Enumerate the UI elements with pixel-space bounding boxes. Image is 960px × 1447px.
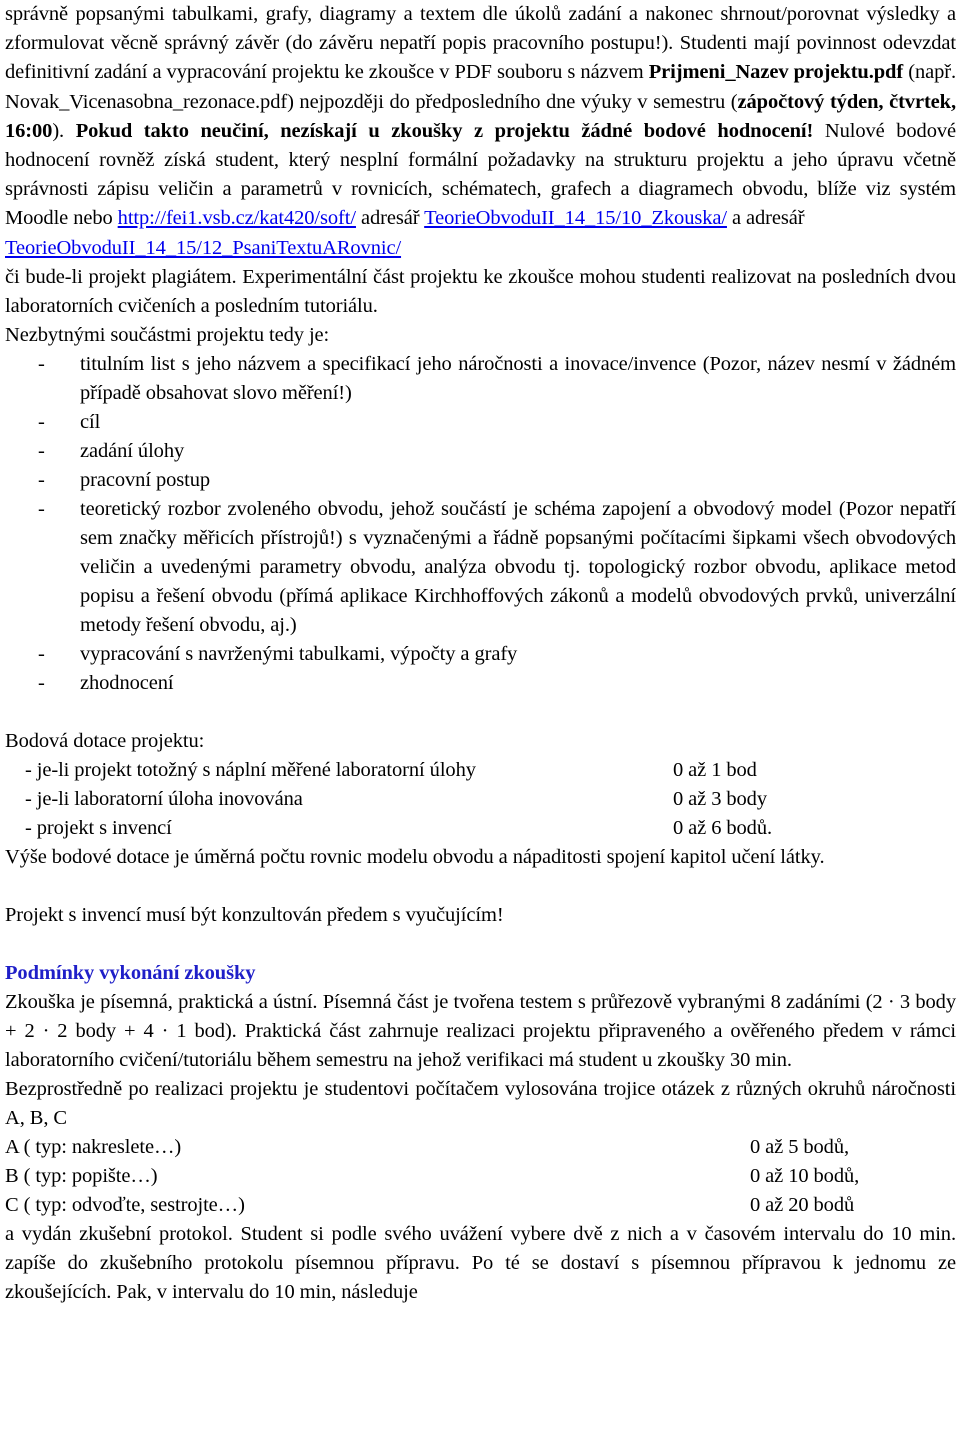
list-item bbox=[5, 466, 956, 495]
list-item bbox=[5, 437, 956, 466]
moodle-link[interactable]: http://fei1.vsb.cz/kat420/soft/ bbox=[117, 207, 356, 230]
list-item bbox=[5, 350, 956, 408]
list-item-text: teoretický rozbor zvoleného obvodu, jehož součástí je schéma zapojení a obvodový model (Pozor nepatří sem značky měřicích přístrojů!) s vyznačenými a řádně popsanými počítacími šipkami všech obvodových veličin a uvedenými parametry obvodu, analýza obvodu tj. topologický rozbor obvodu, aplikace metod popisu a řešení obvodu (přímá aplikace Kirchhoffových zákonů a modelů obvodových prvků, univerzální metody řešení obvodu, aj.) bbox=[80, 498, 956, 637]
list-item bbox=[5, 408, 956, 437]
dash: - bbox=[38, 440, 45, 463]
components-heading: Nezbytnými součástmi projektu tedy je: bbox=[5, 324, 330, 347]
points-row-label: - je-li projekt totožný s náplní měřené laboratorní úlohy bbox=[25, 759, 476, 782]
intro-text-1: správně popsanými tabulkami, grafy, diagramy a textem dle úkolů zadání a nakonec shrnout/porovnat výsledky a zformulovat věcně správný závěr (do závěru nepatří popis pracovního postupu!). Studenti mají povinnost odevzdat definitivní zadání a vypracování projektu ke zkoušce v PDF souboru s názvem bbox=[5, 3, 956, 84]
writing-folder-link[interactable]: TeorieObvoduII_14_15/12_PsaniTextuARovnic/ bbox=[5, 236, 402, 259]
list-item-text: cíl bbox=[80, 411, 101, 434]
points-table bbox=[5, 756, 956, 843]
deadline: zápočtový týden, čtvrtek, 16:00 bbox=[5, 90, 956, 142]
intro-text-5: adresář bbox=[355, 207, 425, 230]
dash: - bbox=[38, 411, 45, 434]
points-row-value: 0 až 1 bod bbox=[673, 759, 757, 782]
intro-text-3: ). bbox=[52, 119, 76, 142]
points-row-label: - projekt s invencí bbox=[25, 817, 172, 840]
intro-paragraph-end: či bude-li projekt plagiátem. Experimentální část projektu ke zkoušce mohou studenti realizovat na posledních dvou laboratorních cvičeních a posledním tutoriálu. bbox=[5, 265, 956, 318]
list-item bbox=[5, 640, 956, 669]
level-label: B ( typ: popište…) bbox=[5, 1165, 158, 1188]
filename-format: Prijmeni_Nazev projektu.pdf bbox=[648, 61, 904, 84]
dash: - bbox=[38, 672, 45, 695]
points-row-label: - je-li laboratorní úloha inovována bbox=[25, 788, 303, 811]
level-value: 0 až 10 bodů, bbox=[750, 1165, 860, 1188]
exam-folder-link[interactable]: TeorieObvoduII_14_15/10_Zkouska/ bbox=[424, 207, 727, 230]
exam-paragraph-3: a vydán zkušební protokol. Student si podle svého uvážení vybere dvě z nich a v časovém intervalu do 10 min. zapíše do zkušebního protokolu písemnou přípravu. Po té se dostaví s písemnou přípravou k jednomu ze zkoušejících. Pak, v intervalu do 10 min, následuje bbox=[5, 1223, 956, 1304]
components-list bbox=[5, 350, 956, 698]
list-item-text: zhodnocení bbox=[80, 672, 174, 695]
points-row-value: 0 až 3 body bbox=[673, 788, 767, 811]
level-value: 0 až 5 bodů, bbox=[750, 1136, 849, 1159]
spacer bbox=[5, 872, 956, 901]
points-row-value: 0 až 6 bodů. bbox=[673, 817, 772, 840]
intro-text-2: (např. Novak_Vicenasobna_rezonace.pdf) nejpozději do předposledního dne výuky v semestru ( bbox=[5, 61, 956, 113]
consultation-note: Projekt s invencí musí být konzultován předem s vyučujícím! bbox=[5, 904, 504, 927]
list-item-text: pracovní postup bbox=[80, 469, 211, 492]
list-item-text: vypracování s navrženými tabulkami, výpočty a grafy bbox=[80, 643, 518, 666]
intro-text-4: Nulové bodové hodnocení rovněž získá student, který nesplní formální požadavky na strukturu projektu a jeho úpravu včetně správnosti zápisu veličin a parametrů v rovnicích, schématech, grafech a diagramech obvodu, blíže viz systém Moodle nebo bbox=[5, 119, 956, 230]
exam-paragraph-2: Bezprostředně po realizaci projektu je studentovi počítačem vylosována trojice otázek z různých okruhů náročnosti A, B, C bbox=[5, 1078, 956, 1130]
spacer bbox=[5, 930, 956, 959]
list-item bbox=[5, 669, 956, 698]
points-heading: Bodová dotace projektu: bbox=[5, 730, 205, 753]
level-label: C ( typ: odvoďte, sestrojte…) bbox=[5, 1194, 245, 1217]
intro-text-6: a adresář bbox=[726, 207, 805, 230]
exam-heading: Podmínky vykonání zkoušky bbox=[5, 962, 256, 985]
dash: - bbox=[38, 643, 45, 666]
dash: - bbox=[38, 498, 45, 521]
list-item-text: zadání úlohy bbox=[80, 440, 185, 463]
list-item-text: titulním list s jeho názvem a specifikací jeho náročnosti a inovace/invence (Pozor, název nesmí v žádném případě obsahovat slovo měření!) bbox=[80, 353, 956, 405]
levels-table bbox=[5, 1133, 956, 1220]
exam-paragraph-1: Zkouška je písemná, praktická a ústní. Písemná část je tvořena testem s průřezově vybranými 8 zadáními (2 · 3 body + 2 · 2 body + 4 · 1 bod). Praktická část zahrnuje realizaci projektu připraveného a ověřeného předem v rámci laboratorního cvičení/tutoriálu během semestru na jehož verifikaci má student u zkoušky 30 min. bbox=[5, 991, 956, 1072]
warning-text: Pokud takto neučiní, nezískají u zkoušky z projektu žádné bodové hodnocení! bbox=[75, 119, 814, 142]
intro-paragraph bbox=[5, 0, 956, 263]
level-label: A ( typ: nakreslete…) bbox=[5, 1136, 182, 1159]
level-value: 0 až 20 bodů bbox=[750, 1194, 855, 1217]
points-note: Výše bodové dotace je úměrná počtu rovnic modelu obvodu a nápaditosti spojení kapitol učení látky. bbox=[5, 846, 825, 869]
dash: - bbox=[38, 353, 45, 376]
dash: - bbox=[38, 469, 45, 492]
list-item bbox=[5, 495, 956, 640]
spacer bbox=[5, 698, 956, 727]
